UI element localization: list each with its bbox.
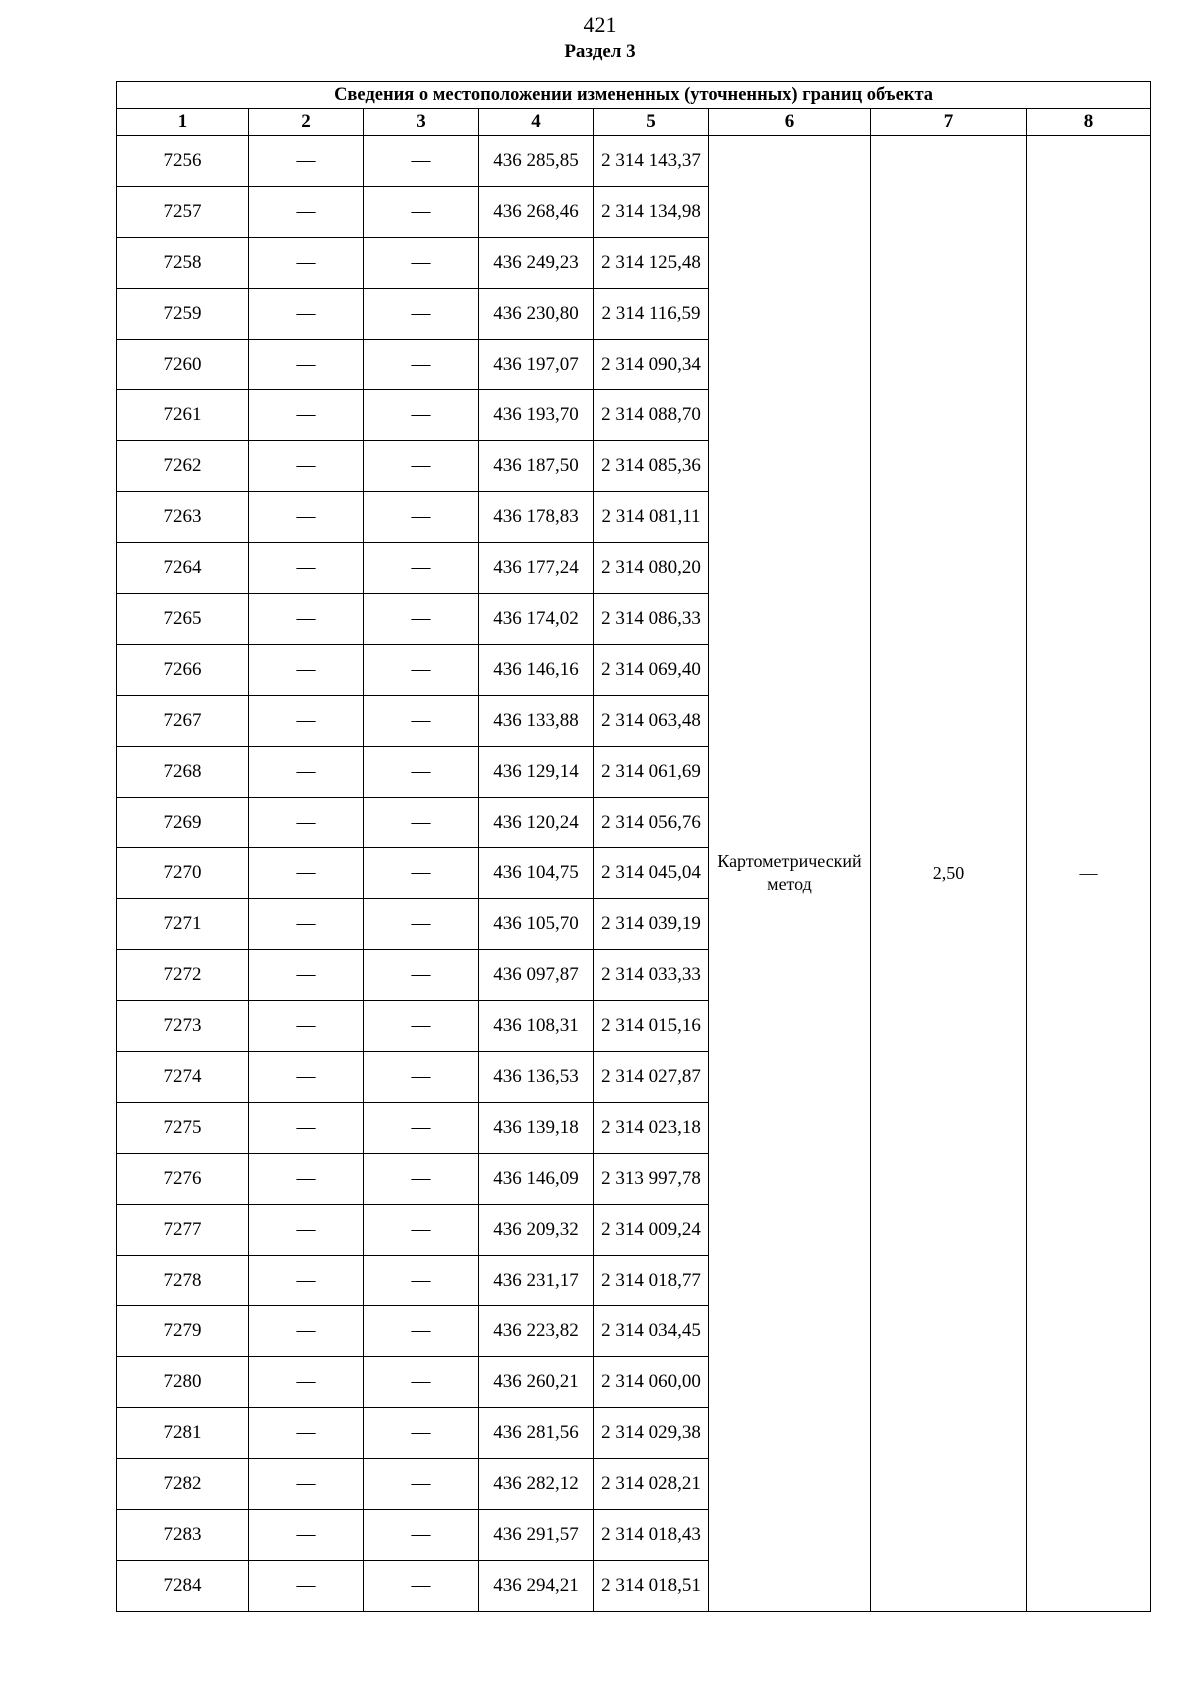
column-header-5: 5 — [594, 109, 709, 136]
point-number-cell: 7276 — [117, 1153, 249, 1204]
column-2-cell: — — [249, 136, 364, 187]
column-2-cell: — — [249, 594, 364, 645]
column-number-row — [117, 109, 1151, 136]
column-2-cell: — — [249, 492, 364, 543]
y-coordinate-cell: 2 313 997,78 — [594, 1153, 709, 1204]
column-2-cell: — — [249, 1255, 364, 1306]
y-coordinate-cell: 2 314 018,77 — [594, 1255, 709, 1306]
x-coordinate-cell: 436 108,31 — [479, 1001, 594, 1052]
point-number-cell: 7264 — [117, 543, 249, 594]
x-coordinate-cell: 436 291,57 — [479, 1510, 594, 1561]
column-header-2: 2 — [249, 109, 364, 136]
point-number-cell: 7257 — [117, 186, 249, 237]
column-3-cell: — — [364, 186, 479, 237]
column-2-cell: — — [249, 288, 364, 339]
x-coordinate-cell: 436 294,21 — [479, 1560, 594, 1611]
point-number-cell: 7267 — [117, 695, 249, 746]
column-header-7: 7 — [871, 109, 1027, 136]
point-number-cell: 7272 — [117, 950, 249, 1001]
x-coordinate-cell: 436 105,70 — [479, 899, 594, 950]
column-header-3: 3 — [364, 109, 479, 136]
point-number-cell: 7259 — [117, 288, 249, 339]
column-3-cell: — — [364, 899, 479, 950]
x-coordinate-cell: 436 281,56 — [479, 1408, 594, 1459]
point-number-cell: 7279 — [117, 1306, 249, 1357]
column-2-cell: — — [249, 237, 364, 288]
column-3-cell: — — [364, 1204, 479, 1255]
y-coordinate-cell: 2 314 090,34 — [594, 339, 709, 390]
column-2-cell: — — [249, 1102, 364, 1153]
column-2-cell: — — [249, 186, 364, 237]
column-3-cell: — — [364, 390, 479, 441]
column-3-cell: — — [364, 1306, 479, 1357]
x-coordinate-cell: 436 193,70 — [479, 390, 594, 441]
point-number-cell: 7269 — [117, 797, 249, 848]
column-header-4: 4 — [479, 109, 594, 136]
point-number-cell: 7284 — [117, 1560, 249, 1611]
column-2-cell: — — [249, 848, 364, 899]
column-2-cell: — — [249, 339, 364, 390]
x-coordinate-cell: 436 133,88 — [479, 695, 594, 746]
x-coordinate-cell: 436 187,50 — [479, 441, 594, 492]
column-2-cell: — — [249, 797, 364, 848]
column-header-6: 6 — [709, 109, 871, 136]
x-coordinate-cell: 436 120,24 — [479, 797, 594, 848]
x-coordinate-cell: 436 146,09 — [479, 1153, 594, 1204]
y-coordinate-cell: 2 314 085,36 — [594, 441, 709, 492]
column-2-cell: — — [249, 1001, 364, 1052]
column-2-cell: — — [249, 1560, 364, 1611]
y-coordinate-cell: 2 314 060,00 — [594, 1357, 709, 1408]
y-coordinate-cell: 2 314 069,40 — [594, 644, 709, 695]
y-coordinate-cell: 2 314 045,04 — [594, 848, 709, 899]
point-number-cell: 7270 — [117, 848, 249, 899]
y-coordinate-cell: 2 314 023,18 — [594, 1102, 709, 1153]
point-number-cell: 7263 — [117, 492, 249, 543]
y-coordinate-cell: 2 314 080,20 — [594, 543, 709, 594]
column-3-cell: — — [364, 644, 479, 695]
column-3-cell: — — [364, 1153, 479, 1204]
accuracy-cell: 2,50 — [871, 136, 1027, 1612]
column-3-cell: — — [364, 1001, 479, 1052]
x-coordinate-cell: 436 197,07 — [479, 339, 594, 390]
point-number-cell: 7268 — [117, 746, 249, 797]
x-coordinate-cell: 436 282,12 — [479, 1459, 594, 1510]
y-coordinate-cell: 2 314 033,33 — [594, 950, 709, 1001]
column-2-cell: — — [249, 695, 364, 746]
y-coordinate-cell: 2 314 125,48 — [594, 237, 709, 288]
y-coordinate-cell: 2 314 028,21 — [594, 1459, 709, 1510]
column-3-cell: — — [364, 288, 479, 339]
point-number-cell: 7265 — [117, 594, 249, 645]
y-coordinate-cell: 2 314 029,38 — [594, 1408, 709, 1459]
y-coordinate-cell: 2 314 063,48 — [594, 695, 709, 746]
column-header-8: 8 — [1027, 109, 1151, 136]
column-2-cell: — — [249, 746, 364, 797]
column-3-cell: — — [364, 543, 479, 594]
y-coordinate-cell: 2 314 061,69 — [594, 746, 709, 797]
coordinates-table — [116, 81, 1151, 1612]
column-2-cell: — — [249, 1153, 364, 1204]
table-row — [117, 136, 1151, 187]
point-number-cell: 7258 — [117, 237, 249, 288]
x-coordinate-cell: 436 129,14 — [479, 746, 594, 797]
x-coordinate-cell: 436 177,24 — [479, 543, 594, 594]
point-number-cell: 7283 — [117, 1510, 249, 1561]
column-2-cell: — — [249, 899, 364, 950]
column-3-cell: — — [364, 746, 479, 797]
point-number-cell: 7266 — [117, 644, 249, 695]
column-2-cell: — — [249, 390, 364, 441]
point-number-cell: 7280 — [117, 1357, 249, 1408]
y-coordinate-cell: 2 314 039,19 — [594, 899, 709, 950]
point-number-cell: 7273 — [117, 1001, 249, 1052]
column-2-cell: — — [249, 543, 364, 594]
point-number-cell: 7282 — [117, 1459, 249, 1510]
column-3-cell: — — [364, 1357, 479, 1408]
x-coordinate-cell: 436 139,18 — [479, 1102, 594, 1153]
y-coordinate-cell: 2 314 027,87 — [594, 1052, 709, 1103]
x-coordinate-cell: 436 285,85 — [479, 136, 594, 187]
x-coordinate-cell: 436 174,02 — [479, 594, 594, 645]
column-3-cell: — — [364, 1510, 479, 1561]
column-3-cell: — — [364, 950, 479, 1001]
x-coordinate-cell: 436 268,46 — [479, 186, 594, 237]
y-coordinate-cell: 2 314 009,24 — [594, 1204, 709, 1255]
column-3-cell: — — [364, 1459, 479, 1510]
x-coordinate-cell: 436 223,82 — [479, 1306, 594, 1357]
x-coordinate-cell: 436 230,80 — [479, 288, 594, 339]
y-coordinate-cell: 2 314 015,16 — [594, 1001, 709, 1052]
column-3-cell: — — [364, 1255, 479, 1306]
column-3-cell: — — [364, 492, 479, 543]
point-number-cell: 7274 — [117, 1052, 249, 1103]
x-coordinate-cell: 436 231,17 — [479, 1255, 594, 1306]
column-3-cell: — — [364, 1408, 479, 1459]
column-3-cell: — — [364, 237, 479, 288]
table-caption: Сведения о местоположении измененных (уточненных) границ объекта — [117, 82, 1151, 109]
column-header-1: 1 — [117, 109, 249, 136]
column-2-cell: — — [249, 644, 364, 695]
column-2-cell: — — [249, 1408, 364, 1459]
column-3-cell: — — [364, 136, 479, 187]
y-coordinate-cell: 2 314 034,45 — [594, 1306, 709, 1357]
point-number-cell: 7260 — [117, 339, 249, 390]
column-3-cell: — — [364, 594, 479, 645]
column-2-cell: — — [249, 441, 364, 492]
point-number-cell: 7278 — [117, 1255, 249, 1306]
y-coordinate-cell: 2 314 081,11 — [594, 492, 709, 543]
column-3-cell: — — [364, 339, 479, 390]
point-number-cell: 7275 — [117, 1102, 249, 1153]
column-3-cell: — — [364, 1052, 479, 1103]
x-coordinate-cell: 436 136,53 — [479, 1052, 594, 1103]
column-2-cell: — — [249, 1052, 364, 1103]
y-coordinate-cell: 2 314 086,33 — [594, 594, 709, 645]
y-coordinate-cell: 2 314 143,37 — [594, 136, 709, 187]
column-3-cell: — — [364, 1560, 479, 1611]
column-2-cell: — — [249, 1306, 364, 1357]
x-coordinate-cell: 436 260,21 — [479, 1357, 594, 1408]
column-2-cell: — — [249, 950, 364, 1001]
column-3-cell: — — [364, 695, 479, 746]
point-number-cell: 7271 — [117, 899, 249, 950]
y-coordinate-cell: 2 314 134,98 — [594, 186, 709, 237]
x-coordinate-cell: 436 209,32 — [479, 1204, 594, 1255]
x-coordinate-cell: 436 178,83 — [479, 492, 594, 543]
y-coordinate-cell: 2 314 018,43 — [594, 1510, 709, 1561]
column-3-cell: — — [364, 441, 479, 492]
point-number-cell: 7256 — [117, 136, 249, 187]
point-number-cell: 7262 — [117, 441, 249, 492]
point-number-cell: 7277 — [117, 1204, 249, 1255]
page-number: 421 — [583, 12, 617, 37]
y-coordinate-cell: 2 314 116,59 — [594, 288, 709, 339]
method-cell: Картометрический метод — [709, 136, 871, 1612]
section-title: Раздел 3 — [564, 41, 636, 62]
x-coordinate-cell: 436 104,75 — [479, 848, 594, 899]
x-coordinate-cell: 436 146,16 — [479, 644, 594, 695]
column-3-cell: — — [364, 1102, 479, 1153]
column-2-cell: — — [249, 1459, 364, 1510]
table-body — [117, 136, 1151, 1612]
y-coordinate-cell: 2 314 056,76 — [594, 797, 709, 848]
y-coordinate-cell: 2 314 088,70 — [594, 390, 709, 441]
point-number-cell: 7261 — [117, 390, 249, 441]
x-coordinate-cell: 436 097,87 — [479, 950, 594, 1001]
column-2-cell: — — [249, 1357, 364, 1408]
column-3-cell: — — [364, 848, 479, 899]
column-2-cell: — — [249, 1204, 364, 1255]
column-2-cell: — — [249, 1510, 364, 1561]
point-number-cell: 7281 — [117, 1408, 249, 1459]
x-coordinate-cell: 436 249,23 — [479, 237, 594, 288]
note-cell: — — [1027, 136, 1151, 1612]
column-3-cell: — — [364, 797, 479, 848]
y-coordinate-cell: 2 314 018,51 — [594, 1560, 709, 1611]
